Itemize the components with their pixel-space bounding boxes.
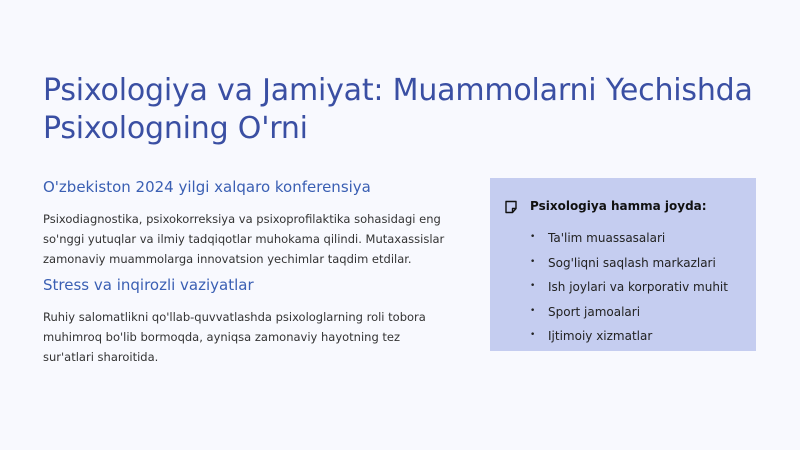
bullet-icon: • (530, 330, 536, 340)
content-column (43, 177, 453, 367)
section-text-stress: Ruhiy salomatlikni qo'llab-quvvatlashda psixologlarning roli tobora muhimroq bo'lib bormoqda, ayniqsa zamonaviy hayotning tez sur'atlari sharoitida. (43, 310, 426, 364)
slide-title: Psixologiya va Jamiyat: Muammolarni Yechishda Psixologning O'rni (43, 73, 753, 146)
bullet-icon: • (530, 281, 536, 291)
section-heading-conference: O'zbekiston 2024 yilgi xalqaro konferensiya (43, 178, 371, 196)
info-box-title: Psixologiya hamma joyda: (530, 199, 707, 213)
bullet-icon: • (530, 305, 536, 316)
section-heading-stress: Stress va inqirozli vaziyatlar (43, 276, 254, 294)
list-item-label: Ijtimoiy xizmatlar (548, 329, 653, 343)
info-box (490, 178, 756, 351)
note-icon (504, 199, 518, 213)
list-item-label: Sport jamoalari (548, 304, 641, 319)
list-item (530, 230, 728, 255)
list-item-label: Ish joylari va korporativ muhit (548, 280, 728, 294)
section-text-conference: Psixodiagnostika, psixokorreksiya va psixoprofilaktika sohasidagi eng so'nggi yutuqlar va ilmiy tadqiqotlar muhokama qilindi. Mutaxassislar zamonaviy muammolarga innovatsion yechimlar taqdim etdilar. (43, 212, 445, 266)
list-item (530, 279, 728, 304)
list-item-label: Ta'lim muassasalari (548, 231, 666, 245)
list-item (530, 304, 728, 329)
list-item (530, 328, 728, 353)
info-box-header (504, 198, 707, 214)
info-box-list (530, 230, 728, 353)
bullet-icon: • (530, 256, 536, 267)
bullet-icon: • (530, 232, 536, 242)
list-item (530, 255, 728, 280)
list-item-label: Sog'liqni saqlash markazlari (548, 255, 716, 270)
